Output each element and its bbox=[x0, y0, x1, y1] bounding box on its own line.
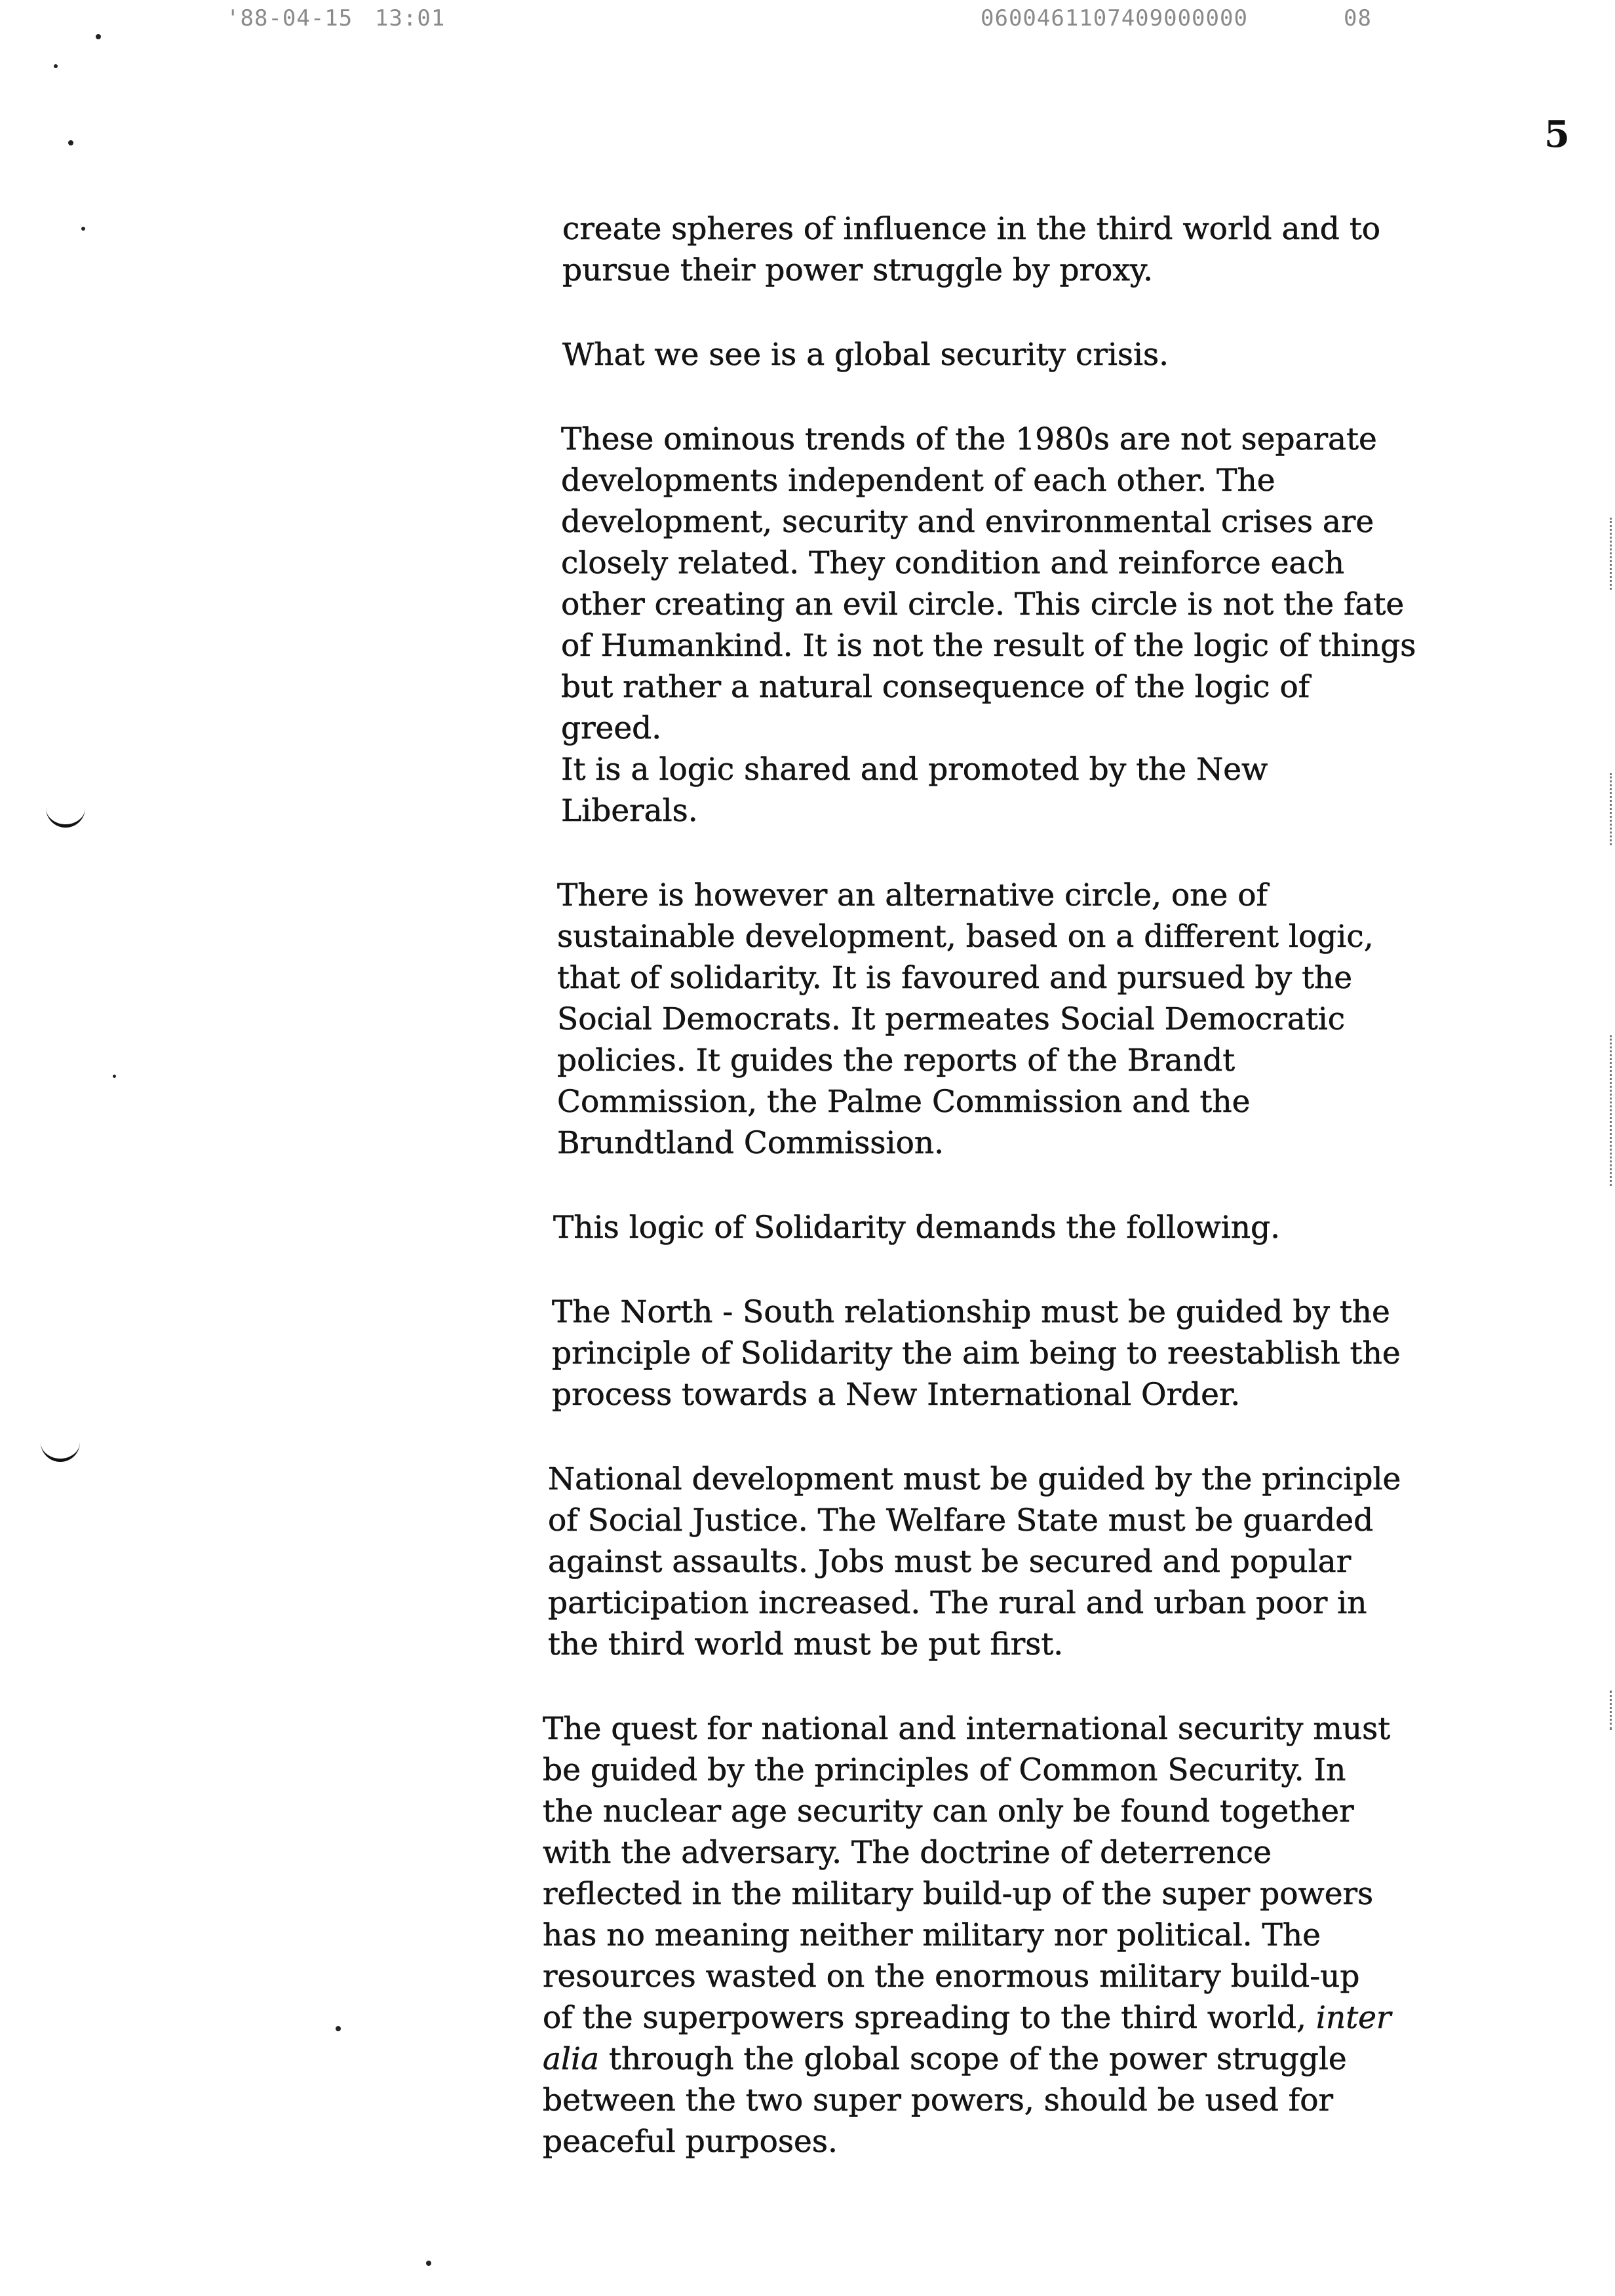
scan-speck bbox=[96, 34, 101, 39]
scan-speck bbox=[81, 227, 85, 231]
punch-hole-mark bbox=[46, 805, 85, 828]
document-body bbox=[543, 208, 1420, 2206]
paragraph-8 bbox=[543, 1708, 1420, 2162]
fax-id: 0600461107409000000 bbox=[981, 5, 1248, 31]
scan-speck bbox=[68, 140, 73, 145]
fax-time: 13:01 bbox=[375, 5, 446, 31]
page-number: 5 bbox=[1544, 113, 1570, 156]
fax-header bbox=[0, 5, 1615, 38]
scan-speck bbox=[426, 2261, 431, 2266]
latin-phrase: inter alia bbox=[543, 2000, 1391, 2077]
scan-edge-noise bbox=[1610, 1691, 1614, 1730]
scan-edge-noise bbox=[1610, 773, 1614, 845]
paragraph-5: This logic of Solidarity demands the following. bbox=[553, 1210, 1281, 1246]
fax-date: '88-04-15 bbox=[226, 5, 353, 31]
paragraph-3: These ominous trends of the 1980s are not separate developments independent of each other. The development, security and environmental crises are closely related. They condition and reinforce each other creating an evil circle. This circle is not the fate of Humankind. It is not the result of the logic of things but rather a natural consequence of the logic of greed. It is a logic shared and promoted by the New Liberals. bbox=[561, 421, 1416, 829]
scan-speck bbox=[113, 1075, 116, 1078]
paragraph-8-text-a: The quest for national and international security must be guided by the principles of Common Security. In the nuclear age security can only be found together with the adversary. The doctrine of deterrence reflected in the military build-up of the super powers has no meaning neither military nor political. The resources wasted on the enormous military build-up of the superpowers spreading to the third world, bbox=[543, 1711, 1391, 2036]
punch-hole-mark bbox=[41, 1439, 80, 1462]
paragraph-4: There is however an alternative circle, one of sustainable development, based on a different logic, that of solidarity. It is favoured and pursued by the Social Democrats. It permeates Social Democratic policies. It guides the reports of the Brandt Commission, the Palme Commission and the Brundtland Commission. bbox=[557, 877, 1374, 1161]
paragraph-1: create spheres of influence in the third world and to pursue their power struggle by proxy. bbox=[562, 211, 1381, 288]
paragraph-7: National development must be guided by the principle of Social Justice. The Welfare State must be guarded against assaults. Jobs must be secured and popular participation increased. The rural and urban poor in the third world must be put first. bbox=[548, 1461, 1401, 1662]
scan-edge-noise bbox=[1610, 518, 1614, 590]
paragraph-6: The North - South relationship must be guided by the principle of Solidarity the aim being to reestablish the process towards a New International Order. bbox=[552, 1294, 1401, 1413]
scan-speck bbox=[54, 64, 58, 68]
fax-page-count: 08 bbox=[1344, 5, 1372, 31]
scan-speck bbox=[336, 2026, 341, 2031]
paragraph-2: What we see is a global security crisis. bbox=[562, 337, 1169, 373]
scan-edge-noise bbox=[1610, 1035, 1614, 1186]
paragraph-8-text-b: through the global scope of the power struggle between the two super powers, should be used for peaceful purposes. bbox=[543, 2041, 1347, 2160]
